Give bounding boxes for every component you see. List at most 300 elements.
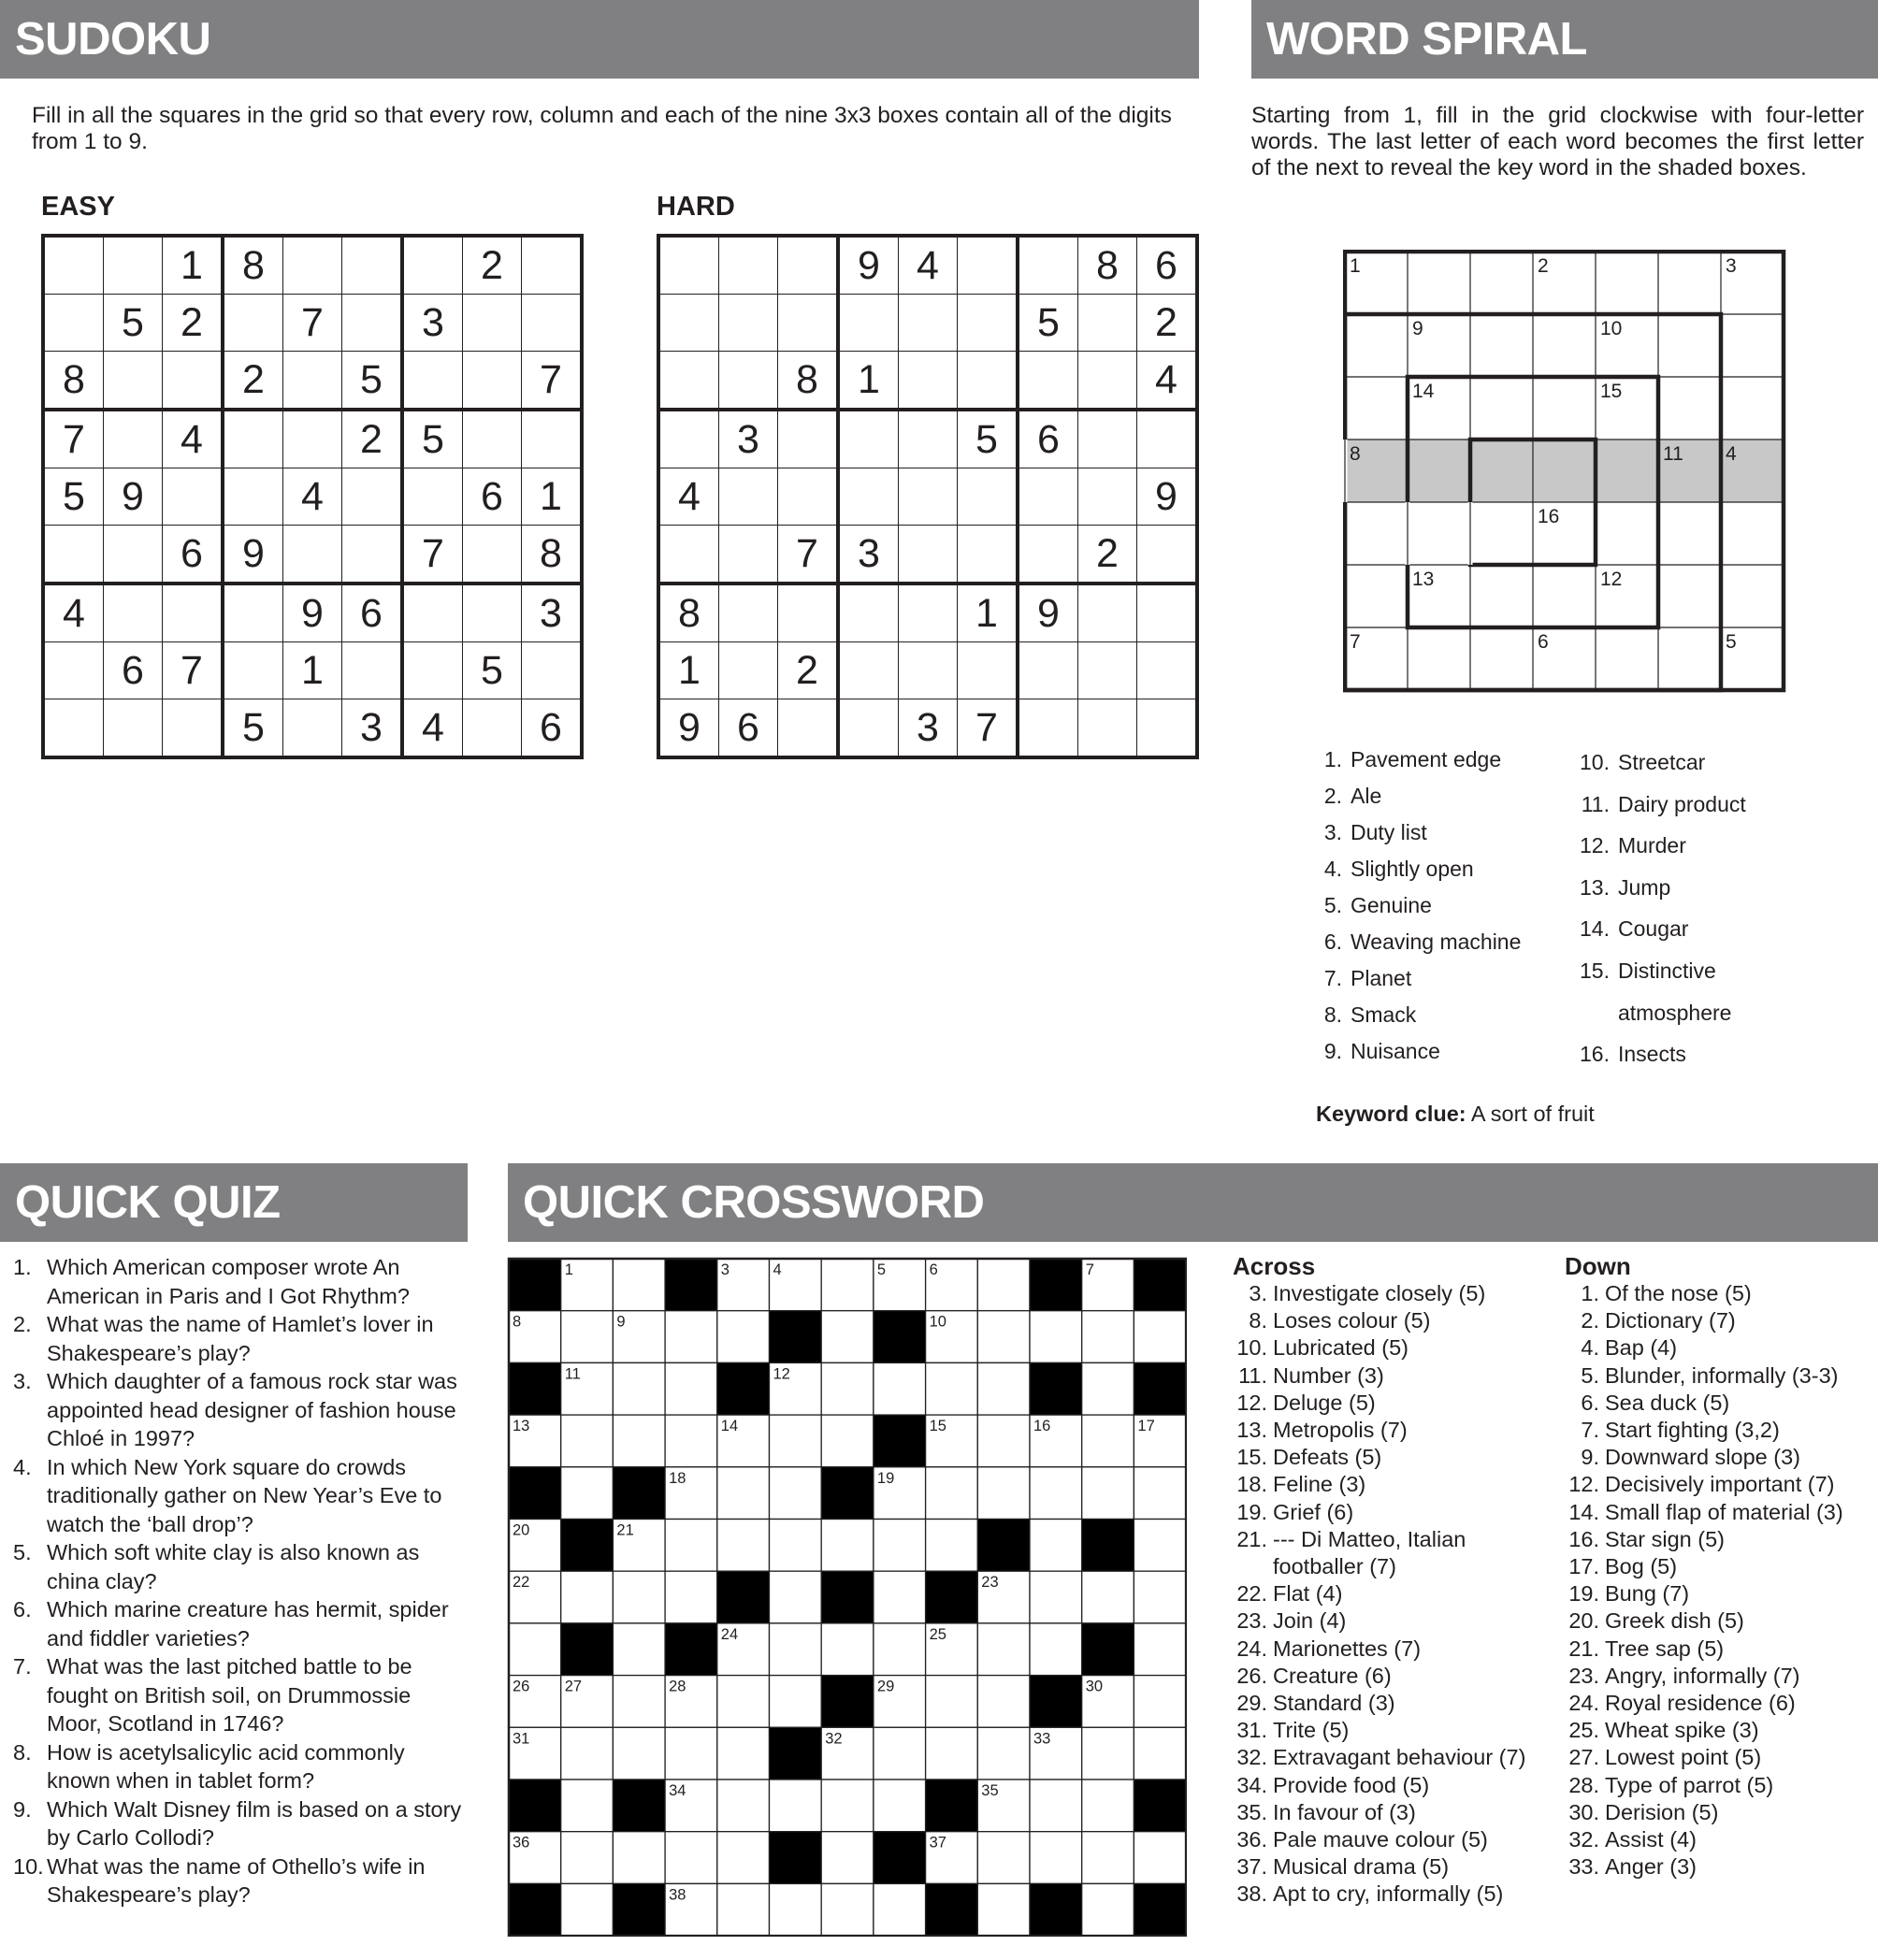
crossword-cell[interactable]: [1030, 1832, 1082, 1884]
crossword-cell[interactable]: [1134, 1832, 1186, 1884]
clue-number: 19.: [1236, 1499, 1267, 1524]
sudoku-cell: 7: [402, 526, 463, 584]
sudoku-cell[interactable]: [719, 584, 778, 642]
sudoku-cell[interactable]: [402, 468, 463, 526]
crossword-cell[interactable]: [770, 1780, 822, 1832]
crossword-cell[interactable]: [613, 1362, 665, 1415]
crossword-cell[interactable]: [665, 1362, 717, 1415]
sudoku-cell[interactable]: [658, 352, 719, 411]
sudoku-cell: 4: [658, 468, 719, 526]
sudoku-cell[interactable]: [463, 699, 522, 758]
crossword-cell[interactable]: [561, 1311, 614, 1363]
clue-number: 13.: [1580, 874, 1610, 900]
crossword-black-cell: [717, 1571, 770, 1623]
crossword-cell[interactable]: [977, 1883, 1030, 1936]
sudoku-cell[interactable]: [163, 352, 224, 411]
sudoku-cell[interactable]: [342, 526, 403, 584]
crossword-clue-number: 35: [981, 1782, 999, 1799]
sudoku-cell[interactable]: [223, 584, 283, 642]
crossword-cell[interactable]: [717, 1832, 770, 1884]
sudoku-cell: 1: [283, 642, 342, 699]
crossword-black-cell: [1134, 1259, 1186, 1311]
clue-text: Small flap of material (3): [1605, 1499, 1843, 1524]
sudoku-cell[interactable]: [104, 526, 163, 584]
crossword-cell[interactable]: [1030, 1780, 1082, 1832]
crossword-cell[interactable]: [821, 1883, 874, 1936]
down-clue: [1565, 1717, 1873, 1744]
crossword-cell[interactable]: [561, 1571, 614, 1623]
sudoku-cell[interactable]: [778, 295, 839, 352]
sudoku-cell: 8: [1078, 236, 1137, 295]
sudoku-cell[interactable]: [899, 468, 958, 526]
shaded-keyword-cell[interactable]: [1596, 440, 1658, 502]
spiral-clue: [1311, 887, 1521, 924]
clue-text: Genuine: [1351, 893, 1432, 917]
clue-text: Start fighting (3,2): [1605, 1418, 1780, 1443]
crossword-cell[interactable]: [1134, 1727, 1186, 1780]
crossword-cell[interactable]: [770, 1467, 822, 1520]
sudoku-cell[interactable]: [899, 642, 958, 699]
crossword-cell[interactable]: [1082, 1362, 1134, 1415]
crossword-cell[interactable]: [561, 1415, 614, 1467]
spiral-clue-number: 6: [1538, 631, 1549, 653]
spiral-clue: [1311, 742, 1521, 778]
sudoku-cell: 4: [1137, 352, 1198, 411]
sudoku-cell[interactable]: [838, 468, 899, 526]
sudoku-cell[interactable]: [463, 410, 522, 468]
clue-number: 1.: [13, 1255, 32, 1279]
crossword-cell[interactable]: [509, 1623, 561, 1676]
across-clue: [1233, 1607, 1541, 1635]
crossword-clue-number: 36: [513, 1834, 530, 1852]
sudoku-cell: 2: [1078, 526, 1137, 584]
crossword-black-cell: [1134, 1780, 1186, 1832]
sudoku-cell[interactable]: [838, 410, 899, 468]
sudoku-cell: 9: [283, 584, 342, 642]
sudoku-cell[interactable]: [719, 352, 778, 411]
sudoku-cell[interactable]: [1018, 468, 1078, 526]
sudoku-cell[interactable]: [402, 642, 463, 699]
sudoku-cell[interactable]: [43, 642, 104, 699]
crossword-black-cell: [874, 1832, 926, 1884]
spiral-clue: [1311, 778, 1521, 814]
crossword-cell[interactable]: [665, 1727, 717, 1780]
crossword-cell[interactable]: [926, 1362, 978, 1415]
sudoku-cell[interactable]: [522, 295, 583, 352]
clue-text: Grief (6): [1273, 1499, 1354, 1524]
crossword-cell[interactable]: [1082, 1883, 1134, 1936]
crossword-black-cell: [821, 1571, 874, 1623]
sudoku-cell[interactable]: [223, 410, 283, 468]
crossword-cell[interactable]: [977, 1832, 1030, 1884]
sudoku-cell[interactable]: [719, 526, 778, 584]
crossword-cell[interactable]: [821, 1780, 874, 1832]
sudoku-cell: 6: [463, 468, 522, 526]
crossword-cell[interactable]: [1030, 1571, 1082, 1623]
crossword-cell[interactable]: [561, 1832, 614, 1884]
sudoku-cell[interactable]: [104, 352, 163, 411]
crossword-cell[interactable]: [561, 1467, 614, 1520]
sudoku-cell[interactable]: [463, 584, 522, 642]
word-spiral-banner: [1251, 0, 1878, 79]
crossword-cell[interactable]: [665, 1571, 717, 1623]
crossword-cell[interactable]: [821, 1623, 874, 1676]
spiral-clue-number: 5: [1726, 631, 1737, 653]
sudoku-cell[interactable]: [658, 526, 719, 584]
sudoku-cell[interactable]: [658, 410, 719, 468]
crossword-cell[interactable]: [874, 1883, 926, 1936]
sudoku-cell[interactable]: [838, 295, 899, 352]
crossword-clue-number: 29: [876, 1678, 895, 1695]
crossword-cell[interactable]: [1030, 1467, 1082, 1520]
crossword-cell[interactable]: [874, 1780, 926, 1832]
clue-number: 16.: [1580, 1042, 1610, 1067]
sudoku-cell[interactable]: [402, 352, 463, 411]
sudoku-cell[interactable]: [283, 410, 342, 468]
crossword-cell[interactable]: [613, 1832, 665, 1884]
sudoku-cell[interactable]: [1137, 584, 1198, 642]
clue-number: 30.: [1568, 1799, 1599, 1824]
clue-number: 9.: [1581, 1445, 1599, 1470]
sudoku-cell: 2: [463, 236, 522, 295]
crossword-cell[interactable]: [561, 1780, 614, 1832]
sudoku-cell[interactable]: [1137, 526, 1198, 584]
crossword-cell[interactable]: [770, 1623, 822, 1676]
clue-text: Angry, informally (7): [1605, 1663, 1800, 1688]
clue-text: Bap (4): [1605, 1335, 1678, 1361]
sudoku-cell[interactable]: [1137, 410, 1198, 468]
crossword-cell[interactable]: [1082, 1415, 1134, 1467]
crossword-clue-number: 24: [720, 1625, 739, 1643]
sudoku-cell[interactable]: [223, 642, 283, 699]
sudoku-cell: 8: [223, 236, 283, 295]
crossword-cell[interactable]: [1082, 1467, 1134, 1520]
crossword-cell[interactable]: [1082, 1780, 1134, 1832]
crossword-cell[interactable]: [770, 1571, 822, 1623]
crossword-cell[interactable]: [926, 1727, 978, 1780]
sudoku-cell[interactable]: [899, 526, 958, 584]
crossword-cell[interactable]: [613, 1676, 665, 1728]
sudoku-cell[interactable]: [463, 526, 522, 584]
crossword-black-cell: [821, 1467, 874, 1520]
sudoku-cell[interactable]: [463, 295, 522, 352]
across-clue: [1233, 1471, 1541, 1498]
crossword-cell[interactable]: [926, 1467, 978, 1520]
crossword-cell[interactable]: [1030, 1520, 1082, 1572]
crossword-cell[interactable]: [1134, 1623, 1186, 1676]
crossword-cell[interactable]: [717, 1467, 770, 1520]
sudoku-cell[interactable]: [163, 699, 224, 758]
sudoku-cell[interactable]: [778, 699, 839, 758]
crossword-cell[interactable]: [561, 1727, 614, 1780]
crossword-cell[interactable]: [717, 1780, 770, 1832]
clue-text: Of the nose (5): [1605, 1281, 1752, 1305]
crossword-cell[interactable]: [926, 1520, 978, 1572]
crossword-clue-number: 20: [513, 1521, 530, 1539]
crossword-cell[interactable]: [821, 1311, 874, 1363]
crossword-cell[interactable]: [1134, 1467, 1186, 1520]
spiral-clue: [1311, 960, 1521, 997]
crossword-cell[interactable]: [665, 1520, 717, 1572]
sudoku-cell: 7: [522, 352, 583, 411]
crossword-clue-number: 7: [1085, 1261, 1094, 1278]
crossword-cell[interactable]: [1082, 1832, 1134, 1884]
sudoku-cell[interactable]: [899, 584, 958, 642]
sudoku-cell[interactable]: [402, 584, 463, 642]
sudoku-cell[interactable]: [658, 295, 719, 352]
sudoku-cell[interactable]: [778, 236, 839, 295]
crossword-cell[interactable]: [977, 1415, 1030, 1467]
crossword-cell[interactable]: [821, 1415, 874, 1467]
down-clue: [1565, 1853, 1873, 1881]
crossword-clue-number: 34: [669, 1782, 686, 1799]
sudoku-cell[interactable]: [958, 295, 1018, 352]
crossword-cell[interactable]: [717, 1311, 770, 1363]
crossword-black-cell: [1030, 1362, 1082, 1415]
clue-number: 3.: [1323, 820, 1342, 844]
spiral-clue-number: 8: [1350, 443, 1361, 465]
sudoku-cell[interactable]: [838, 584, 899, 642]
crossword-cell[interactable]: [1134, 1676, 1186, 1728]
across-clue: [1233, 1717, 1541, 1744]
sudoku-cell[interactable]: [43, 236, 104, 295]
clue-text: In favour of (3): [1273, 1799, 1416, 1824]
sudoku-cell[interactable]: [43, 699, 104, 758]
sudoku-cell[interactable]: [899, 410, 958, 468]
crossword-cell[interactable]: [821, 1832, 874, 1884]
quick-crossword-banner: [508, 1163, 1878, 1242]
shaded-keyword-cell[interactable]: [1470, 440, 1533, 502]
easy-label: EASY: [41, 192, 115, 222]
clue-text: --- Di Matteo, Italian footballer (7): [1273, 1526, 1466, 1579]
sudoku-cell[interactable]: [1078, 584, 1137, 642]
sudoku-cell[interactable]: [283, 699, 342, 758]
clue-number: 37.: [1236, 1854, 1267, 1880]
crossword-cell[interactable]: [1134, 1520, 1186, 1572]
sudoku-cell[interactable]: [1078, 468, 1137, 526]
sudoku-cell[interactable]: [899, 295, 958, 352]
sudoku-cell[interactable]: [163, 468, 224, 526]
clue-text: atmosphere: [1618, 1000, 1732, 1025]
sudoku-cell[interactable]: [43, 295, 104, 352]
sudoku-cell[interactable]: [778, 410, 839, 468]
sudoku-cell[interactable]: [283, 352, 342, 411]
sudoku-cell[interactable]: [778, 468, 839, 526]
crossword-black-cell: [1082, 1520, 1134, 1572]
sudoku-cell[interactable]: [958, 236, 1018, 295]
crossword-cell[interactable]: [874, 1520, 926, 1572]
clue-text: Anger (3): [1605, 1854, 1697, 1880]
crossword-cell[interactable]: [717, 1883, 770, 1936]
clue-text: Star sign (5): [1605, 1526, 1725, 1551]
crossword-cell[interactable]: [613, 1259, 665, 1311]
sudoku-cell[interactable]: [163, 584, 224, 642]
crossword-black-cell: [926, 1571, 978, 1623]
clue-text: Lubricated (5): [1273, 1335, 1408, 1361]
sudoku-cell[interactable]: [1137, 642, 1198, 699]
crossword-cell[interactable]: [1134, 1311, 1186, 1363]
sudoku-cell[interactable]: [522, 642, 583, 699]
sudoku-cell[interactable]: [958, 526, 1018, 584]
keyword-clue-text: A sort of fruit: [1470, 1102, 1595, 1126]
clue-number: 32.: [1568, 1827, 1599, 1852]
sudoku-cell[interactable]: [104, 236, 163, 295]
sudoku-cell[interactable]: [958, 352, 1018, 411]
crossword-cell[interactable]: [874, 1623, 926, 1676]
sudoku-cell[interactable]: [958, 642, 1018, 699]
sudoku-cell[interactable]: [958, 468, 1018, 526]
crossword-cell[interactable]: [977, 1311, 1030, 1363]
crossword-cell[interactable]: [874, 1571, 926, 1623]
sudoku-cell: 6: [1137, 236, 1198, 295]
crossword-cell[interactable]: [926, 1676, 978, 1728]
sudoku-cell[interactable]: [658, 236, 719, 295]
crossword-cell[interactable]: [770, 1520, 822, 1572]
shaded-keyword-cell[interactable]: [1408, 440, 1470, 502]
sudoku-cell[interactable]: [43, 526, 104, 584]
crossword-cell[interactable]: [613, 1623, 665, 1676]
crossword-cell[interactable]: [821, 1259, 874, 1311]
crossword-cell[interactable]: [1030, 1623, 1082, 1676]
clue-number: 22.: [1236, 1581, 1267, 1607]
crossword-cell[interactable]: [977, 1623, 1030, 1676]
crossword-cell[interactable]: [1082, 1311, 1134, 1363]
crossword-cell[interactable]: [874, 1727, 926, 1780]
sudoku-cell[interactable]: [719, 295, 778, 352]
crossword-cell[interactable]: [977, 1727, 1030, 1780]
sudoku-cell[interactable]: [104, 410, 163, 468]
clue-number: 29.: [1236, 1691, 1267, 1716]
crossword-cell[interactable]: [665, 1311, 717, 1363]
sudoku-cell[interactable]: [463, 352, 522, 411]
crossword-clue-number: 31: [513, 1730, 530, 1748]
sudoku-cell[interactable]: [342, 295, 403, 352]
quiz-question: [11, 1795, 470, 1852]
crossword-cell[interactable]: [613, 1415, 665, 1467]
crossword-cell[interactable]: [717, 1676, 770, 1728]
sudoku-cell[interactable]: [1018, 526, 1078, 584]
crossword-cell[interactable]: [561, 1883, 614, 1936]
crossword-black-cell: [1134, 1883, 1186, 1936]
clue-text: Greek dish (5): [1605, 1608, 1744, 1634]
sudoku-cell[interactable]: [1018, 236, 1078, 295]
crossword-clue-number: 32: [825, 1730, 843, 1748]
sudoku-cell[interactable]: [719, 642, 778, 699]
shaded-keyword-cell[interactable]: [1533, 440, 1596, 502]
clue-text: Cougar: [1618, 916, 1689, 942]
sudoku-cell[interactable]: [838, 699, 899, 758]
crossword-cell[interactable]: [977, 1259, 1030, 1311]
sudoku-cell[interactable]: [838, 642, 899, 699]
crossword-cell[interactable]: [874, 1362, 926, 1415]
sudoku-cell[interactable]: [1078, 699, 1137, 758]
clue-number: 21.: [1568, 1636, 1599, 1661]
crossword-cell[interactable]: [1082, 1727, 1134, 1780]
crossword-cell[interactable]: [821, 1362, 874, 1415]
clue-text: Insects: [1618, 1042, 1686, 1067]
sudoku-cell[interactable]: [104, 699, 163, 758]
crossword-cell[interactable]: [665, 1415, 717, 1467]
clue-number: 6.: [13, 1597, 32, 1621]
clue-number: 31.: [1236, 1718, 1267, 1743]
crossword-cell[interactable]: [821, 1520, 874, 1572]
crossword-cell[interactable]: [613, 1571, 665, 1623]
clue-number: 21.: [1236, 1526, 1267, 1551]
sudoku-cell[interactable]: [342, 642, 403, 699]
sudoku-cell[interactable]: [1078, 295, 1137, 352]
sudoku-cell[interactable]: [1018, 699, 1078, 758]
crossword-cell[interactable]: [1082, 1571, 1134, 1623]
crossword-cell[interactable]: [717, 1727, 770, 1780]
clue-text: Derision (5): [1605, 1799, 1719, 1824]
crossword-clue-number: 17: [1137, 1418, 1155, 1435]
sudoku-cell[interactable]: [1137, 699, 1198, 758]
sudoku-cell[interactable]: [522, 236, 583, 295]
sudoku-cell[interactable]: [1018, 642, 1078, 699]
sudoku-instructions: Fill in all the squares in the grid so that every row, column and each of the nine 3x3 boxes contain all of the digits from 1 to 9.: [32, 103, 1172, 154]
sudoku-cell[interactable]: [223, 468, 283, 526]
sudoku-cell[interactable]: [342, 236, 403, 295]
crossword-cell[interactable]: [1134, 1571, 1186, 1623]
sudoku-cell[interactable]: [719, 468, 778, 526]
crossword-cell[interactable]: [770, 1415, 822, 1467]
clue-text: Murder: [1618, 833, 1686, 858]
sudoku-cell[interactable]: [283, 526, 342, 584]
sudoku-cell[interactable]: [899, 352, 958, 411]
crossword-cell[interactable]: [977, 1362, 1030, 1415]
across-clue: [1233, 1853, 1541, 1881]
sudoku-cell[interactable]: [1078, 352, 1137, 411]
crossword-cell[interactable]: [977, 1467, 1030, 1520]
crossword-black-cell: [509, 1259, 561, 1311]
spiral-clue: [1311, 814, 1521, 851]
crossword-cell[interactable]: [770, 1883, 822, 1936]
sudoku-cell[interactable]: [522, 410, 583, 468]
sudoku-cell: 3: [719, 410, 778, 468]
crossword-black-cell: [613, 1467, 665, 1520]
across-clue: [1233, 1636, 1541, 1663]
down-clue: [1565, 1663, 1873, 1690]
sudoku-cell: 2: [1137, 295, 1198, 352]
sudoku-cell[interactable]: [283, 236, 342, 295]
clue-text: How is acetylsalicylic acid commonly known when in tablet form?: [47, 1739, 405, 1793]
crossword-cell[interactable]: [717, 1520, 770, 1572]
sudoku-cell[interactable]: [402, 236, 463, 295]
spiral-clue-number: 15: [1600, 381, 1623, 402]
clue-text: In which New York square do crowds traditionally gather on New Year’s Eve to watch the ‘ball drop’?: [47, 1454, 442, 1536]
crossword-cell[interactable]: [1030, 1311, 1082, 1363]
sudoku-cell[interactable]: [1078, 410, 1137, 468]
sudoku-cell[interactable]: [719, 236, 778, 295]
crossword-clue-number: 10: [929, 1313, 946, 1331]
sudoku-cell: 3: [522, 584, 583, 642]
sudoku-cell[interactable]: [778, 584, 839, 642]
crossword-cell[interactable]: [977, 1676, 1030, 1728]
clue-number: 7.: [1323, 966, 1342, 990]
down-clue: [1565, 1280, 1873, 1307]
crossword-cell[interactable]: [613, 1727, 665, 1780]
clue-text: Tree sap (5): [1605, 1636, 1725, 1661]
crossword-cell[interactable]: [665, 1832, 717, 1884]
sudoku-cell[interactable]: [104, 584, 163, 642]
sudoku-cell[interactable]: [1078, 642, 1137, 699]
sudoku-cell[interactable]: [342, 468, 403, 526]
crossword-clue-number: 16: [1033, 1418, 1051, 1435]
sudoku-cell: 5: [402, 410, 463, 468]
sudoku-cell[interactable]: [223, 295, 283, 352]
crossword-cell[interactable]: [770, 1676, 822, 1728]
sudoku-cell[interactable]: [1018, 352, 1078, 411]
